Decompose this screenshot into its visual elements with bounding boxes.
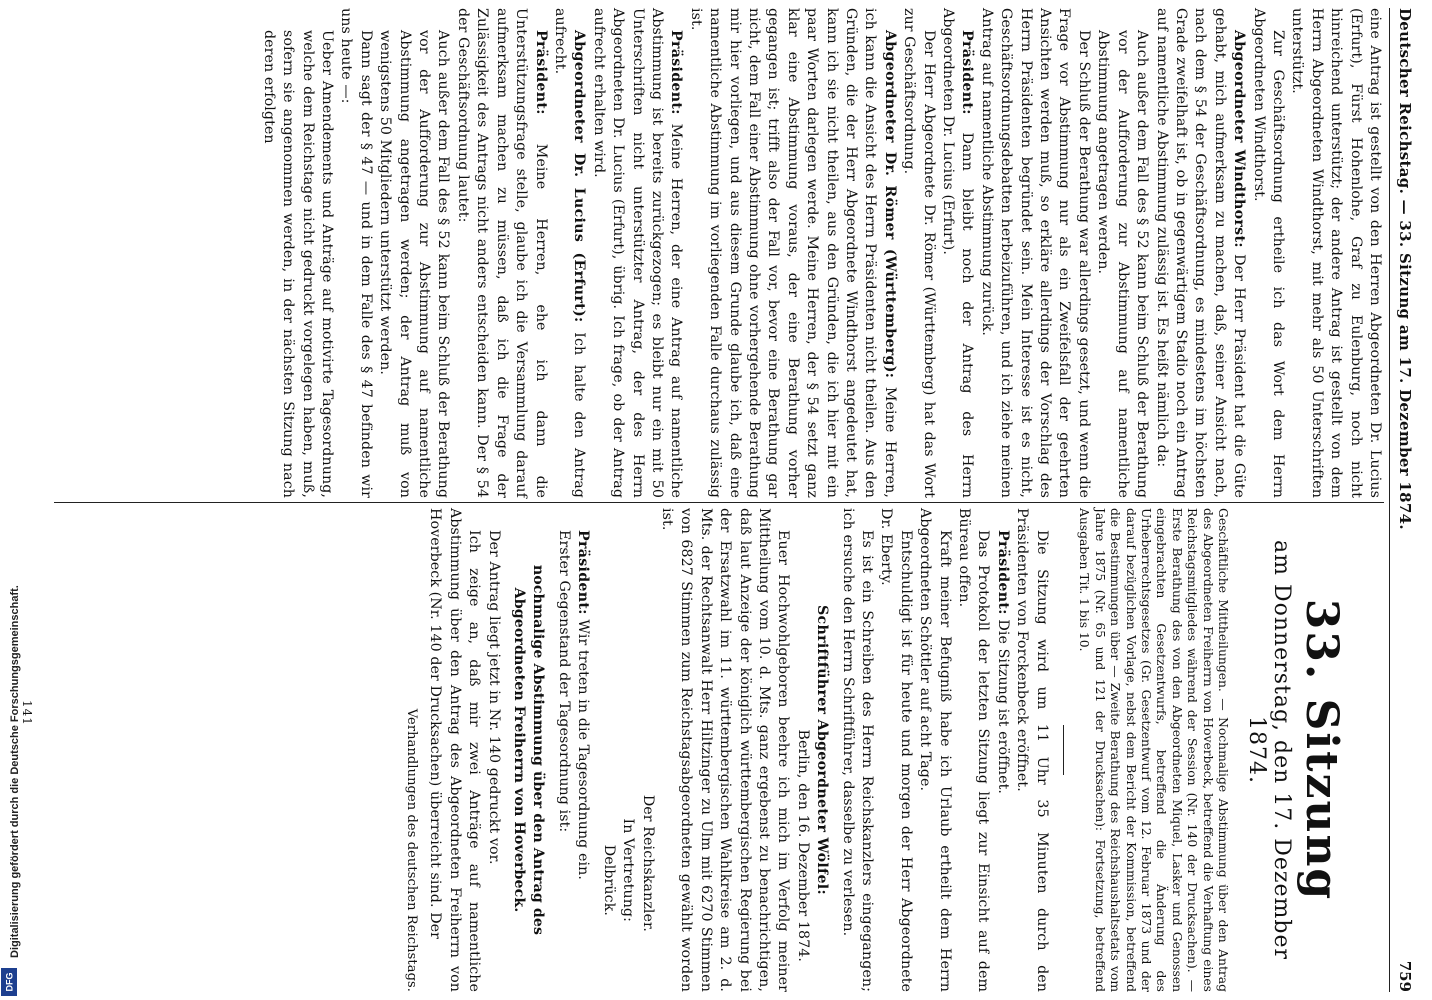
right-column [54, 508, 1384, 992]
paragraph: Kraft meiner Befugniß habe ich Urlaub ertheilt dem Herrn Abgeordneten Schöttler auf acht Tage. [917, 508, 953, 992]
header-title: Deutscher Reichstag. — 33. Sitzung am 17. Dezember 1874. [1396, 8, 1414, 530]
speech-text: Meine Herren, ehe ich dann die Unterstützungsfrage stelle, glaube ich die Versammlung darauf aufmerksam machen zu müssen, daß ich die Frage der Zulässigkeit des Antrags nicht anders entscheiden kann. Der § 54 der Geschäftsordnung lautet: [454, 8, 549, 498]
speech [992, 508, 1011, 992]
session-title: 33. Sitzung [1296, 598, 1347, 902]
speaker-name: Präsident: [668, 30, 685, 115]
speaker-name: Präsident: [575, 530, 592, 615]
letter-signature: Delbrück. [600, 844, 617, 916]
paragraph: Es ist ein Schreiben des Herrn Reichskanzlers eingegangen; ich ersuche den Herrn Schriftführer, dasselbe zu verlesen. [839, 508, 875, 992]
quote: Auch außer dem Fall des § 52 kann beim Schluß der Berathung vor der Aufforderung zur Abstimmung auf namentliche Abstimmung angetragen werden; der Antrag muß von wenigstens 50 Mitgliedern unterstützt werden. [377, 30, 452, 498]
speaker-name: Präsident: [532, 30, 549, 115]
letter-signature: In Vertretung: [620, 818, 637, 922]
column-divider [54, 502, 1384, 503]
speech [938, 8, 977, 498]
speech-text: Wir treten in die Tagesordnung ein. [575, 619, 592, 880]
speaker-name: Abgeordneter Dr. Lucius (Erfurt): [571, 30, 588, 323]
speaker-name: Schriftführer Abgeordneter Wölfel: [814, 604, 831, 896]
page-number: 759 [1396, 960, 1414, 992]
speech-text: Meine Herren, der eine Antrag auf namentliche Abstimmung ist bereits zurückgezogen; es bleibt nur ein mit 50 Unterschriften nicht unterstützter Antrag, der des Herrn Abgeordneten Dr. Lucius (Erfurt), übrig. Ich frage, ob der Antrag aufrecht erhalten wird. [590, 8, 685, 498]
speech [685, 8, 898, 498]
letter-body: Euer Hochwohlgeboren beehre ich mich im Verfolg meiner Mittheilung vom 10. d. Mts. ganz ergebenst zu benachrichtigen, daß laut Anzeige der königlich württembergischen Regierung bei der Ersatzwahl im 11. württembergischen Wahlkreise am 2. d. Mts. der Rechtsanwalt Herr Hiltzinger zu Ulm mit 6270 Stimmen von 6827 Stimmen zum Reichstagsabgeordneten gewählt worden ist. [658, 508, 792, 992]
dfg-logo [1, 968, 17, 996]
speech [550, 8, 589, 498]
funding-note: Digitalisierung gefördert durch die Deutsche Forschungsgemeinschaft. [9, 585, 21, 958]
dfg-logo-text: DFG [4, 972, 14, 992]
work-title: Verhandlungen des deutschen Reichstags. [404, 708, 420, 992]
session-date: am Donnerstag, den 17. Dezember 1874. [1244, 539, 1294, 961]
paragraph: eine Antrag ist gestellt von den Herren Abgeordneten Dr. Lucius (Erfurt), Fürst Hohenlohe, Graf zu Eulenburg, noch nicht hinreichend unterstützt; der andere Antrag ist gestellt von dem Herrn Abgeordneten Windthorst, mit mehr als 50 Unterschriften unterstützt. [1289, 8, 1383, 498]
dfg-footer [0, 0, 21, 1000]
agenda-summary: Geschäftliche Mittheilungen. — Nochmalige Abstimmung über den Antrag des Abgeordneten Freiherrn von Hoverbeck, betreffend die Verhaftung eines Reichstagsmitgliedes während der Session (Nr. 140 der Drucksachen). — Erste Berathung des von den Abgeordneten Miquel, Lasker und Genossen eingebrachten Gesetzentwurfs, betreffend die Änderung des Urheberrechtsgesetzes (Gr. Gesetzentwurf vom 12. Februar 1873 und der darauf bezüglichen Vorlage, nebst dem Bericht der Kommission, betreffend die Bestimmungen über — Zweite Berathung des Reichshaushaltsetats vom Jahre 1875 (Nr. 65 und 121 der Drucksachen): Fortsetzung, betreffend Ausgaben Tit. 1 bis 10. [1077, 508, 1230, 992]
left-column [54, 8, 1384, 498]
running-header [1390, 8, 1414, 992]
header-rule [1389, 8, 1390, 992]
section-rule [1063, 725, 1064, 775]
paragraph: Der Antrag liegt jetzt in Nr. 140 gedruckt vor. [485, 530, 502, 865]
speech-text: Ich halte den Antrag aufrecht. [551, 8, 588, 498]
paragraph: Der Schluß der Berathung war allerdings gesetzt, und wenn die Frage vor Abstimmung nur als ein Zweifelsfall der geehrten Ansichten werden muß, so erkläre allerdings der Vorschlag des Herrn Präsidenten begründet sein. Mein Interesse ist es nicht, Geschäftsordnungsdebatten herbeizuführen, und ich ziehe meinen Antrag auf namentliche Abstimmung zurück. [978, 8, 1092, 498]
speech [588, 8, 685, 498]
paragraph: Entschuldigt ist für heute und morgen der Herr Abgeordnete Dr. Eberty. [878, 508, 914, 992]
speaker-name: Präsident: [959, 30, 976, 115]
signature-mark: 141 [20, 700, 34, 726]
quote: Ueber Amendements und Anträge auf motivirte Tagesordnung, welche dem Reichstage nicht gedruckt vorgelegen haben, muß, sofern sie angenommen werden, in der nächsten Sitzung nach deren erfolgten [260, 30, 336, 498]
paragraph: Das Protokoll der letzten Sitzung liegt zur Einsicht auf dem Büreau offen. [956, 508, 992, 992]
speech-text: Meine Herren, ich kann die Ansicht des Herrn Präsidenten nicht theilen. Aus den Gründen, die der Herr Abgeordnete Windthorst angedeutet hat, kann ich sie nicht theilen, aus den Gründen, die ich hier mit ein paar Worten darlegen werde. Meine Herren, der § 54 setzt ganz klar eine Abstimmung voraus, der eine Berathung vorher gegangen ist; trifft also der Fall vor, bevor eine Berathung gar nicht, dem Fall einer Abstimmung ohne vorhergehende Berathung mir hier vorliegen, und aus diesem Grunde glaube ich, daß eine namentliche Abstimmung im vorliegenden Falle durchaus zulässig ist. [687, 8, 898, 498]
speech-text: Die Sitzung ist eröffnet. [994, 619, 1011, 795]
speech-text: Dann bleibt noch der Antrag des Herrn Abgeordneten Dr. Lucius (Erfurt). [940, 8, 976, 498]
agenda-item: nochmalige Abstimmung über den Antrag des Abgeordneten Freiherrn von Hoverbeck. [511, 564, 547, 936]
speech [573, 508, 592, 992]
paragraph: Der Herr Abgeordnete Dr. Römer (Württemberg) hat das Wort zur Geschäftsordnung. [901, 8, 937, 498]
paragraph: Zur Geschäftsordnung ertheile ich das Wort dem Herrn Abgeordneten Windthorst. [1250, 8, 1286, 498]
paragraph: Ich zeige an, daß mir zwei Anträge auf namentliche Abstimmung über den Antrag des Abgeordneten Freiherrn von Hoverbeck (Nr. 140 der Drucksachen) überreicht sind. Der [427, 508, 483, 992]
speaker-name: Abgeordneter Dr. Römer (Württemberg): [881, 30, 898, 379]
speech [453, 8, 550, 498]
speech-text: Der Herr Präsident hat die Güte gehabt, mich aufmerksam zu machen, daß, seiner Ansicht nach, nach dem § 54 der Geschäftsordnung, es mindestens im höchsten Grade zweifelhaft ist, ob in gegenwärtigem Stadio noch ein Antrag auf namentliche Abstimmung zulässig ist. Es heißt nämlich da: [1153, 8, 1248, 498]
quote: Auch außer dem Fall des § 52 kann beim Schluß der Berathung vor der Aufforderung zur Abstimmung auf namentliche Abstimmung angetragen werden. [1095, 30, 1151, 498]
paragraph: Die Sitzung wird um 11 Uhr 35 Minuten durch den Präsidenten von Forckenbeck eröffnet. [1014, 508, 1050, 992]
letter-date: Berlin, den 16. Dezember 1874. [794, 729, 811, 962]
letter-signature: Der Reichskanzler. [639, 794, 656, 932]
paragraph: Dann sagt der § 47 — und in dem Falle des § 47 befinden wir uns heute —: [338, 8, 374, 498]
speaker-heading [812, 508, 831, 992]
speaker-name: Präsident: [994, 530, 1011, 615]
speech [1151, 8, 1248, 498]
speaker-name: Abgeordneter Windthorst: [1231, 30, 1248, 248]
paragraph: Erster Gegenstand der Tagesordnung ist: [555, 530, 572, 833]
